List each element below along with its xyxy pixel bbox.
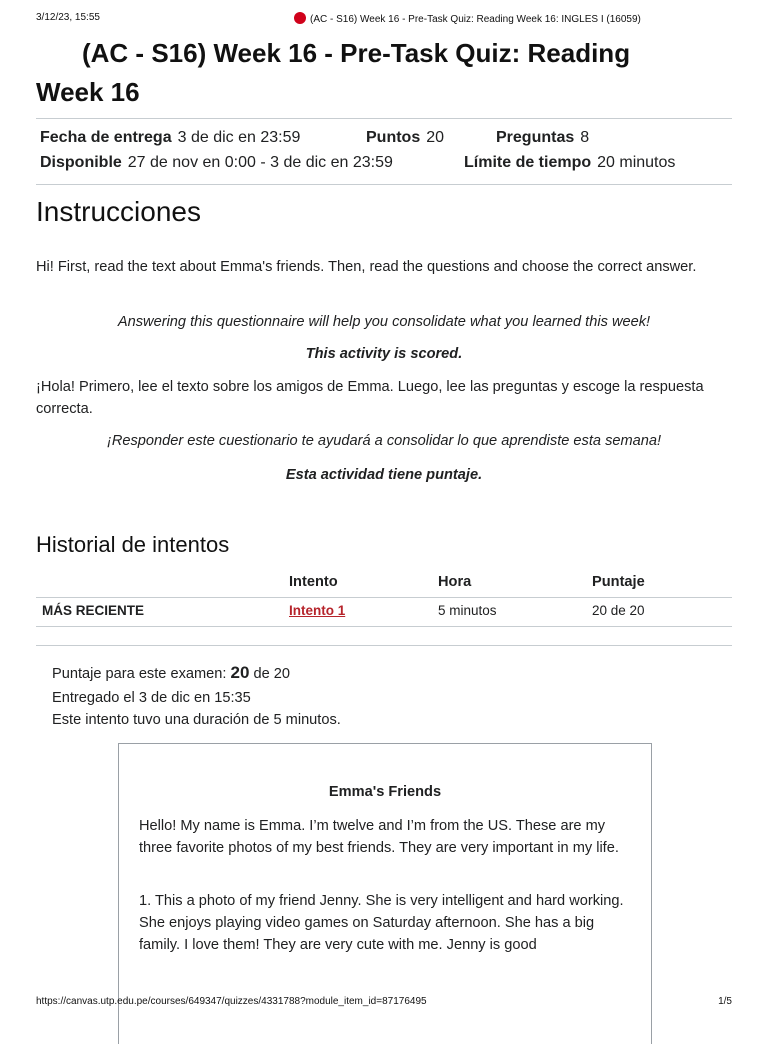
due-value: 3 de dic en 23:59 — [177, 129, 301, 146]
available — [40, 154, 393, 172]
points-value: 20 — [426, 129, 445, 146]
questions-value: 8 — [580, 129, 590, 146]
tab-title-text: (AC - S16) Week 16 - Pre-Task Quiz: Reading Week 16: INGLES I (16059) — [310, 14, 641, 25]
points — [366, 129, 444, 147]
column-header-time: Hora — [438, 574, 472, 590]
exam-score — [52, 662, 290, 685]
reading-paragraph-2: 1. This a photo of my friend Jenny. She is very intelligent and hard working. She enjoys playing video games on Saturday afternoon. She has a big family. I love them! They are very cute with me. Jenny is good — [139, 893, 624, 953]
divider-summary — [36, 645, 732, 646]
time-limit — [464, 154, 675, 172]
reading-title: Emma's Friends — [328, 784, 442, 800]
divider-top — [36, 118, 732, 119]
page-title-line1: (AC - S16) Week 16 - Pre-Task Quiz: Reading — [82, 38, 631, 68]
due-label: Fecha de entrega — [40, 129, 172, 146]
instructions-english-scored: This activity is scored. — [305, 346, 463, 362]
available-value: 27 de nov en 0:00 - 3 de dic en 23:59 — [127, 154, 393, 171]
instructions-heading: Instrucciones — [36, 196, 201, 227]
attempt-history-heading: Historial de intentos — [36, 532, 230, 557]
table-header-divider — [36, 597, 732, 598]
instructions-spanish-motivation: ¡Responder este cuestionario te ayudará a consolidar lo que aprendiste esta semana! — [106, 433, 662, 449]
canvas-favicon-icon — [294, 12, 306, 24]
page-title — [36, 34, 736, 112]
time-limit-label: Límite de tiempo — [464, 154, 592, 171]
score-value: 20 — [230, 663, 250, 682]
print-tab-title — [294, 12, 641, 25]
instructions-english: Hi! First, read the text about Emma's friends. Then, read the questions and choose the correct answer. — [36, 259, 697, 275]
instructions-spanish: ¡Hola! Primero, lee el texto sobre los amigos de Emma. Luego, lee las preguntas y escoge la respuesta correcta. — [36, 379, 704, 417]
score-suffix: de 20 — [253, 666, 291, 682]
print-footer — [36, 996, 732, 1010]
attempt-1-link[interactable]: Intento 1 — [289, 603, 346, 618]
print-header — [36, 12, 732, 26]
available-label: Disponible — [40, 154, 122, 171]
questions-label: Preguntas — [496, 129, 575, 146]
points-label: Puntos — [366, 129, 421, 146]
divider-details — [36, 184, 732, 185]
instructions-spanish-scored: Esta actividad tiene puntaje. — [285, 467, 483, 483]
print-timestamp: 3/12/23, 15:55 — [36, 12, 100, 23]
instructions-english-motivation: Answering this questionnaire will help you consolidate what you learned this week! — [117, 314, 651, 330]
submitted-date: Entregado el 3 de dic en 15:35 — [52, 690, 251, 706]
column-header-score: Puntaje — [592, 574, 645, 590]
attempt-time: 5 minutos — [438, 603, 497, 618]
page-url: https://canvas.utp.edu.pe/courses/649347/quizzes/4331788?module_item_id=87176495 — [36, 996, 427, 1007]
score-prefix: Puntaje para este examen: — [52, 666, 227, 682]
attempt-score: 20 de 20 — [592, 603, 645, 618]
page-number: 1/5 — [718, 996, 732, 1007]
questions — [496, 129, 589, 147]
attempt-duration: Este intento tuvo una duración de 5 minutos. — [52, 712, 341, 728]
page-title-line2: Week 16 — [36, 77, 140, 107]
table-row-divider — [36, 626, 732, 627]
row-label-most-recent: MÁS RECIENTE — [42, 603, 145, 618]
time-limit-value: 20 minutos — [597, 154, 676, 171]
column-header-attempt: Intento — [289, 574, 338, 590]
due-date — [40, 129, 300, 147]
reading-paragraph-1: Hello! My name is Emma. I’m twelve and I’m from the US. These are my three favorite photos of my best friends. They are very important in my life. — [139, 818, 619, 856]
